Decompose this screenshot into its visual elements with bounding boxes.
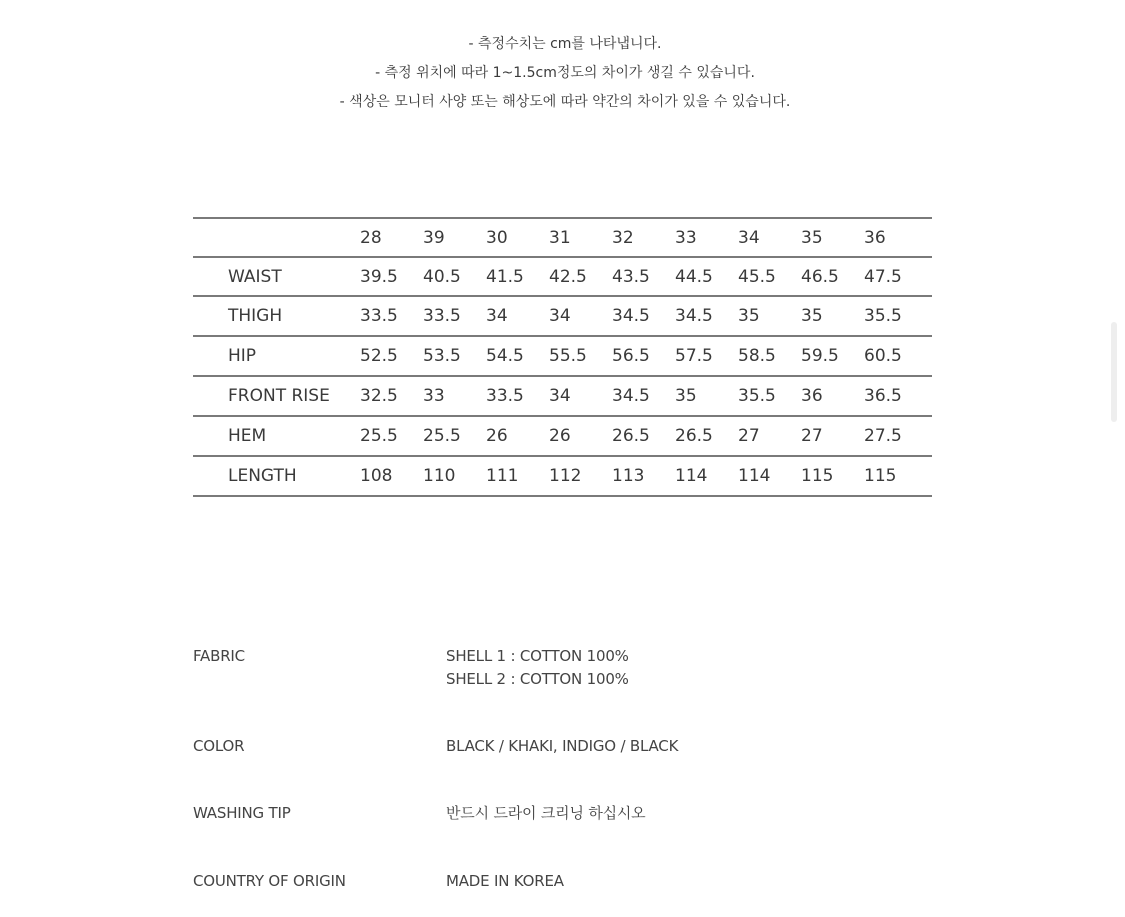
measurement-value: 52.5 bbox=[360, 336, 423, 376]
color-label: COLOR bbox=[193, 737, 245, 755]
measurement-value: 40.5 bbox=[423, 257, 486, 296]
washing-label: WASHING TIP bbox=[193, 804, 291, 822]
measurement-value: 35.5 bbox=[738, 376, 801, 416]
measurement-value: 26 bbox=[549, 416, 612, 456]
measurement-value: 115 bbox=[801, 456, 864, 496]
measurement-value: 33.5 bbox=[486, 376, 549, 416]
measurement-value: 32.5 bbox=[360, 376, 423, 416]
measurement-value: 60.5 bbox=[864, 336, 932, 376]
measurement-row bbox=[193, 257, 932, 296]
measurement-value: 114 bbox=[675, 456, 738, 496]
measurement-value: 57.5 bbox=[675, 336, 738, 376]
measurement-value: 45.5 bbox=[738, 257, 801, 296]
measurement-row bbox=[193, 456, 932, 496]
measurement-label: LENGTH bbox=[193, 456, 360, 496]
measurement-value: 56.5 bbox=[612, 336, 675, 376]
measurement-row bbox=[193, 376, 932, 416]
measurement-value: 43.5 bbox=[612, 257, 675, 296]
measurement-value: 55.5 bbox=[549, 336, 612, 376]
scrollbar-thumb[interactable] bbox=[1111, 322, 1117, 422]
measurement-label: HEM bbox=[193, 416, 360, 456]
measurement-value: 47.5 bbox=[864, 257, 932, 296]
measurement-value: 33 bbox=[423, 376, 486, 416]
size-header: 35 bbox=[801, 218, 864, 257]
measurement-value: 35 bbox=[738, 296, 801, 336]
measurement-value: 36.5 bbox=[864, 376, 932, 416]
note-line: - 색상은 모니터 사양 또는 해상도에 따라 약간의 차이가 있을 수 있습니다. bbox=[339, 94, 791, 110]
measurement-value: 115 bbox=[864, 456, 932, 496]
measurement-value: 53.5 bbox=[423, 336, 486, 376]
measurement-value: 42.5 bbox=[549, 257, 612, 296]
measurement-label: FRONT RISE bbox=[193, 376, 360, 416]
header-empty-cell bbox=[193, 218, 360, 257]
measurement-value: 112 bbox=[549, 456, 612, 496]
measurement-notes bbox=[0, 30, 1125, 117]
size-header: 34 bbox=[738, 218, 801, 257]
measurement-row bbox=[193, 416, 932, 456]
measurement-label: HIP bbox=[193, 336, 360, 376]
color-value: BLACK / KHAKI, INDIGO / BLACK bbox=[446, 737, 679, 755]
measurement-row bbox=[193, 336, 932, 376]
measurement-value: 33.5 bbox=[360, 296, 423, 336]
measurement-value: 58.5 bbox=[738, 336, 801, 376]
measurement-value: 36 bbox=[801, 376, 864, 416]
measurement-value: 26.5 bbox=[675, 416, 738, 456]
measurement-value: 54.5 bbox=[486, 336, 549, 376]
measurement-value: 27 bbox=[801, 416, 864, 456]
measurement-value: 113 bbox=[612, 456, 675, 496]
size-header: 36 bbox=[864, 218, 932, 257]
measurement-value: 27 bbox=[738, 416, 801, 456]
fabric-line: SHELL 2 : COTTON 100% bbox=[446, 670, 629, 688]
measurement-value: 35 bbox=[801, 296, 864, 336]
size-header: 30 bbox=[486, 218, 549, 257]
measurement-value: 110 bbox=[423, 456, 486, 496]
fabric-value bbox=[446, 645, 629, 691]
fabric-label: FABRIC bbox=[193, 647, 245, 665]
measurement-value: 59.5 bbox=[801, 336, 864, 376]
measurement-value: 39.5 bbox=[360, 257, 423, 296]
measurement-value: 33.5 bbox=[423, 296, 486, 336]
measurement-value: 35.5 bbox=[864, 296, 932, 336]
measurement-value: 34.5 bbox=[612, 376, 675, 416]
fabric-line: SHELL 1 : COTTON 100% bbox=[446, 647, 629, 665]
measurement-value: 25.5 bbox=[360, 416, 423, 456]
measurement-value: 44.5 bbox=[675, 257, 738, 296]
measurement-value: 108 bbox=[360, 456, 423, 496]
size-header: 32 bbox=[612, 218, 675, 257]
measurement-label: WAIST bbox=[193, 257, 360, 296]
size-header: 31 bbox=[549, 218, 612, 257]
size-header: 28 bbox=[360, 218, 423, 257]
measurement-row bbox=[193, 296, 932, 336]
measurement-value: 46.5 bbox=[801, 257, 864, 296]
origin-label: COUNTRY OF ORIGIN bbox=[193, 872, 346, 890]
measurement-value: 26.5 bbox=[612, 416, 675, 456]
note-line: - 측정수치는 cm를 나타냅니다. bbox=[468, 36, 662, 52]
origin-value: MADE IN KOREA bbox=[446, 872, 564, 890]
measurement-value: 114 bbox=[738, 456, 801, 496]
size-chart-table bbox=[193, 217, 932, 497]
measurement-value: 25.5 bbox=[423, 416, 486, 456]
measurement-value: 111 bbox=[486, 456, 549, 496]
measurement-value: 34.5 bbox=[675, 296, 738, 336]
measurement-value: 34 bbox=[486, 296, 549, 336]
washing-value: 반드시 드라이 크리닝 하십시오 bbox=[446, 804, 646, 822]
measurement-value: 34 bbox=[549, 376, 612, 416]
measurement-value: 34 bbox=[549, 296, 612, 336]
size-header: 33 bbox=[675, 218, 738, 257]
size-header-row bbox=[193, 218, 932, 257]
note-line: - 측정 위치에 따라 1~1.5cm정도의 차이가 생길 수 있습니다. bbox=[375, 65, 755, 81]
measurement-value: 26 bbox=[486, 416, 549, 456]
measurement-value: 35 bbox=[675, 376, 738, 416]
measurement-label: THIGH bbox=[193, 296, 360, 336]
size-header: 39 bbox=[423, 218, 486, 257]
measurement-value: 41.5 bbox=[486, 257, 549, 296]
measurement-value: 34.5 bbox=[612, 296, 675, 336]
measurement-value: 27.5 bbox=[864, 416, 932, 456]
